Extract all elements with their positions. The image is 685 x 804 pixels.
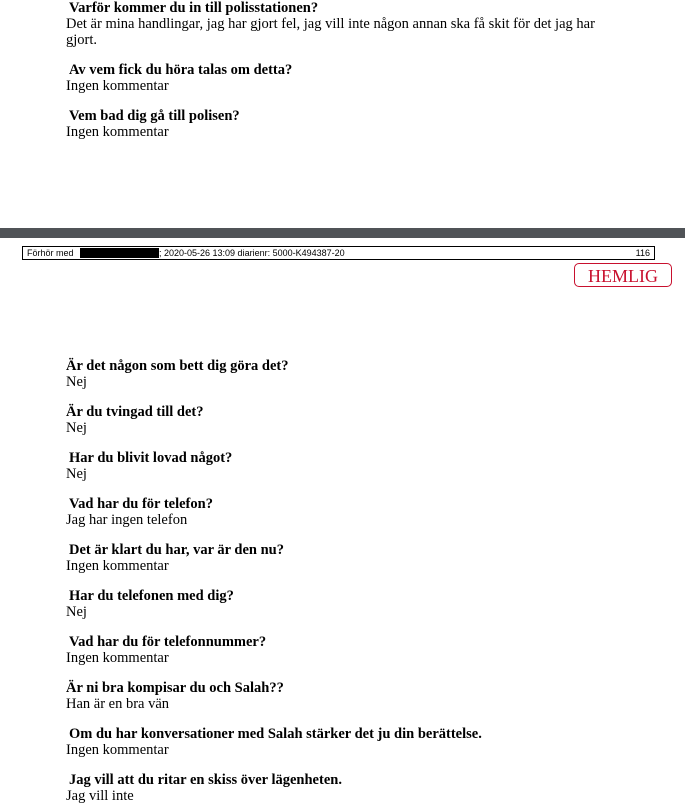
answer-text: Ingen kommentar — [66, 650, 169, 666]
qa-item — [66, 0, 666, 48]
qa-item — [66, 588, 666, 620]
answer-text: Ingen kommentar — [66, 78, 169, 94]
qa-item — [66, 62, 666, 94]
question-text: Har du blivit lovad något? — [69, 450, 233, 466]
qa-item — [66, 496, 666, 528]
question-text: Är ni bra kompisar du och Salah?? — [66, 680, 284, 696]
question-text: Varför kommer du in till polisstationen? — [69, 0, 319, 16]
page-number: 116 — [635, 248, 650, 258]
header-meta: ; 2020-05-26 13:09 diarienr: 5000-K494387-20 — [159, 248, 345, 258]
answer-text: Jag vill inte — [66, 788, 134, 804]
question-text: Har du telefonen med dig? — [69, 588, 234, 604]
question-text: Om du har konversationer med Salah stärker det ju din berättelse. — [69, 726, 482, 742]
qa-item — [66, 450, 666, 482]
answer-text: Ingen kommentar — [66, 124, 169, 140]
redaction-bar — [80, 248, 159, 258]
qa-item — [66, 726, 666, 758]
question-text: Vad har du för telefon? — [69, 496, 213, 512]
page-header — [22, 246, 655, 260]
question-text: Vad har du för telefonnummer? — [69, 634, 267, 650]
answer-text: Det är mina handlingar, jag har gjort fel, jag vill inte någon annan ska få skit för det jag har gjort. — [66, 16, 595, 48]
answer-text: Nej — [66, 466, 87, 482]
page-separator — [0, 228, 685, 238]
classification-stamp: HEMLIG — [574, 263, 672, 287]
qa-item — [66, 680, 666, 712]
qa-item — [66, 634, 666, 666]
document-page-bottom — [0, 238, 685, 802]
answer-text: Ingen kommentar — [66, 558, 169, 574]
qa-item — [66, 404, 666, 436]
question-text: Jag vill att du ritar en skiss över lägenheten. — [69, 772, 342, 788]
question-text: Det är klart du har, var är den nu? — [69, 542, 284, 558]
document-page-top — [0, 0, 685, 228]
question-text: Är du tvingad till det? — [66, 404, 204, 420]
header-label: Förhör med — [27, 248, 74, 258]
answer-text: Jag har ingen telefon — [66, 512, 188, 528]
qa-item — [66, 358, 666, 390]
answer-text: Nej — [66, 604, 87, 620]
qa-item — [66, 542, 666, 574]
question-text: Vem bad dig gå till polisen? — [69, 108, 240, 124]
answer-text: Nej — [66, 374, 87, 390]
qa-item — [66, 108, 666, 140]
answer-text: Han är en bra vän — [66, 696, 170, 712]
qa-item — [66, 772, 666, 804]
answer-text: Nej — [66, 420, 87, 436]
question-text: Av vem fick du höra talas om detta? — [69, 62, 293, 78]
question-text: Är det någon som bett dig göra det? — [66, 358, 289, 374]
answer-text: Ingen kommentar — [66, 742, 169, 758]
